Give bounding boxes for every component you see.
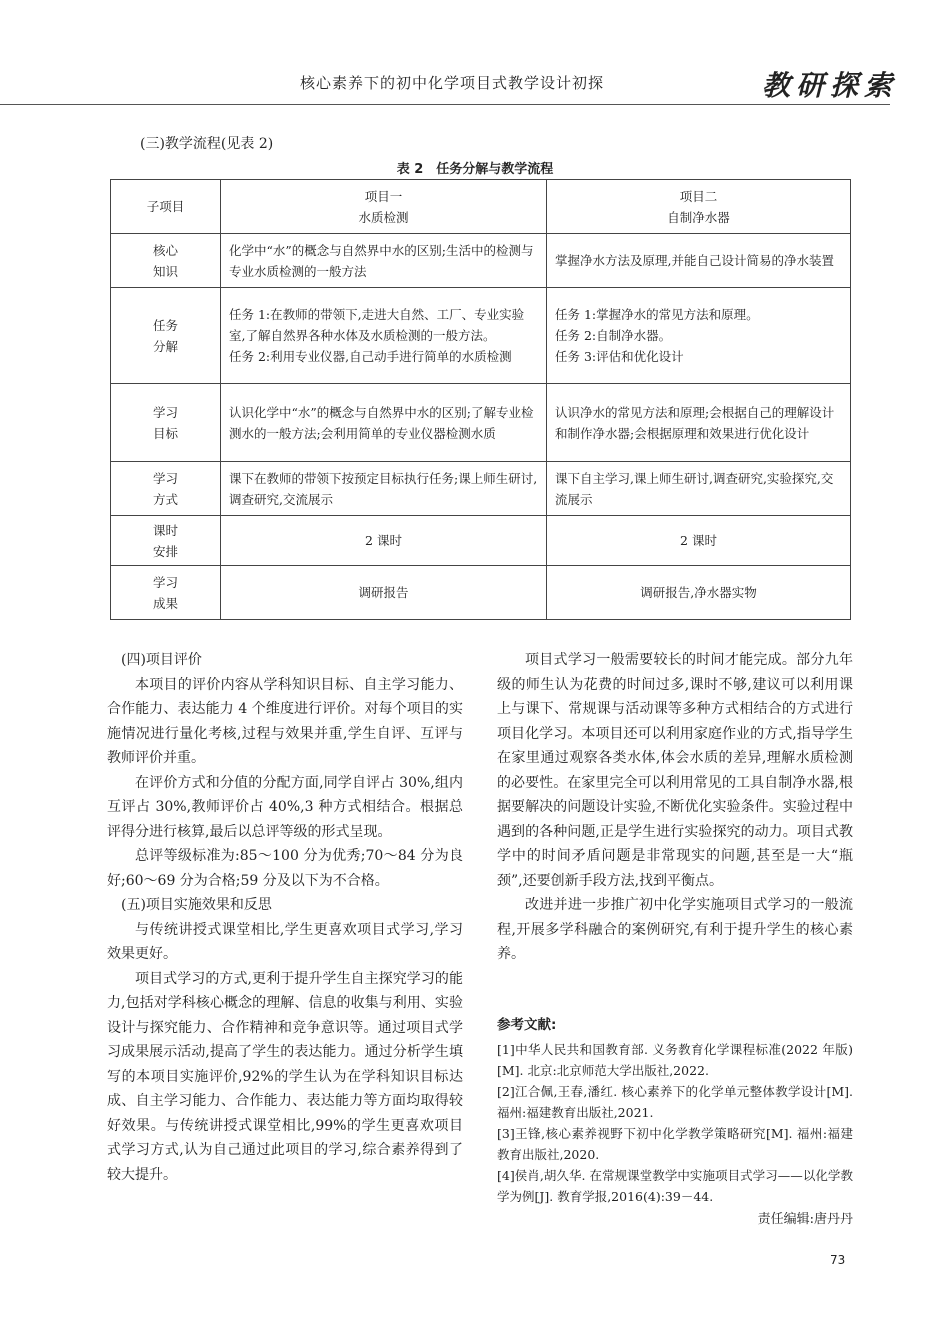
row-label-line: 分解	[152, 338, 178, 354]
paragraph: 与传统讲授式课堂相比,学生更喜欢项目式学习,学习效果更好。	[107, 921, 463, 962]
row-label	[111, 516, 221, 566]
right-text-column	[497, 648, 853, 967]
paragraph: 改进并进一步推广初中化学实施项目式学习的一般流程,开展多学科融合的案例研究,有利于提升学生的核心素养。	[497, 897, 853, 962]
row-cell-project1	[221, 384, 547, 462]
row-label-line: 课时	[152, 522, 178, 538]
reference-item: [2]江合佩,王春,潘红. 核心素养下的化学单元整体教学设计[M]. 福州:福建教育出版社,2021.	[497, 1084, 853, 1120]
paragraph: 项目式学习一般需要较长的时间才能完成。部分九年级的师生认为花费的时间过多,课时不够,建议可以利用课上与课下、常规课与活动课等多种方式相结合的方式进行项目化学习。本项目还可以利用家庭作业的方式,指导学生在家里通过观察各类水体,体会水质的差异,理解水质检测的必要性。在家里完全可以利用常见的工具自制净水器,根据要解决的问题设计实验,不断优化实验条件。实验过程中遇到的各种问题,正是学生进行实验探究的动力。项目式教学中的时间矛盾问题是非常现实的问题,甚至是一大“瓶颈”,还要创新手段方法,找到平衡点。	[497, 652, 853, 889]
paragraph: 本项目的评价内容从学科知识目标、自主学习能力、合作能力、表达能力 4 个维度进行评价。对每个项目的实施情况进行量化考核,过程与效果并重,学生自评、互评与教师评价并重。	[107, 676, 463, 766]
row-cell-project2	[547, 288, 851, 384]
cell-text: 2 课时	[365, 533, 402, 548]
reference-item: [4]侯肖,胡久华. 在常规课堂教学中实施项目式学习——以化学教学为例[J]. 教育学报,2016(4):39－44.	[497, 1168, 853, 1204]
cell-text: 调研报告	[358, 585, 409, 600]
cell-text: 调研报告,净水器实物	[640, 585, 757, 600]
left-text-column	[107, 648, 463, 1187]
row-label-line: 学习	[152, 574, 178, 590]
task-table	[110, 179, 851, 620]
cell-text: 任务 2:自制净水器。	[555, 328, 672, 343]
table-header-label: 子项目	[111, 180, 221, 234]
cell-text: 掌握净水方法及原理,并能自己设计简易的净水装置	[555, 253, 834, 268]
row-cell-project1	[221, 234, 547, 288]
row-cell-project2	[547, 234, 851, 288]
running-header-title: 核心素养下的初中化学项目式教学设计初探	[300, 74, 605, 92]
paragraph: 总评等级标准为:85～100 分为优秀;70～84 分为良好;60～69 分为合格;59 分及以下为不合格。	[107, 848, 463, 889]
row-label-line: 学习	[152, 404, 178, 420]
row-label-line: 目标	[152, 425, 178, 441]
paragraph: 在评价方式和分值的分配方面,同学自评占 30%,组内互评占 30%,教师评价占 40%,3 种方式相结合。根据总评得分进行核算,最后以总评等级的形式呈现。	[107, 774, 463, 840]
project1-number: 项目一	[364, 188, 403, 204]
reference-item: [1]中华人民共和国教育部. 义务教育化学课程标准(2022 年版)[M]. 北京:北京师范大学出版社,2022.	[497, 1042, 853, 1078]
cell-text: 任务 1:掌握净水的常见方法和原理。	[555, 307, 759, 322]
cell-text: 任务 1:在教师的带领下,走进大自然、工厂、专业实验室,了解自然界各种水体及水质检测的一般方法。	[229, 307, 525, 343]
cell-text: 化学中“水”的概念与自然界中水的区别;生活中的检测与专业水质检测的一般方法	[229, 242, 534, 279]
row-label	[111, 288, 221, 384]
cell-text: 课下在教师的带领下按预定目标执行任务;课上师生研讨,调查研究,交流展示	[229, 470, 538, 507]
row-label	[111, 234, 221, 288]
table-row	[111, 384, 851, 462]
table-header-row	[111, 180, 851, 234]
row-label-line: 任务	[152, 317, 178, 333]
references-title: 参考文献:	[497, 1017, 557, 1033]
cell-text: 认识化学中“水”的概念与自然界中水的区别;了解专业检测水的一般方法;会利用简单的专业仪器检测水质	[229, 404, 534, 441]
cell-text: 认识净水的常见方法和原理;会根据自己的理解设计和制作净水器;会根据原理和效果进行优化设计	[555, 404, 835, 441]
row-label-line: 成果	[152, 595, 178, 611]
row-label-line: 学习	[152, 470, 178, 486]
table-row	[111, 234, 851, 288]
references-section	[497, 1015, 853, 1230]
section-heading-reflection: (五)项目实施效果和反思	[121, 897, 272, 913]
table-row	[111, 462, 851, 516]
cell-text: 任务 3:评估和优化设计	[555, 349, 684, 364]
table-caption: 表 2 任务分解与教学流程	[396, 162, 554, 177]
project1-title: 水质检测	[358, 209, 409, 225]
cell-text: 课下自主学习,课上师生研讨,调查研究,实验探究,交流展示	[555, 470, 834, 507]
reference-item: [3]王锋,核心素养视野下初中化学教学策略研究[M]. 福州:福建教育出版社,2020.	[497, 1126, 853, 1162]
row-cell-project1	[221, 288, 547, 384]
row-label	[111, 566, 221, 620]
section-heading-teaching-flow: (三)教学流程(见表 2)	[140, 136, 274, 152]
table-row	[111, 516, 851, 566]
responsible-editor: 责任编辑:唐丹丹	[757, 1212, 853, 1227]
row-cell-project2	[547, 516, 851, 566]
table-header-project1	[221, 180, 547, 234]
cell-text: 2 课时	[680, 533, 717, 548]
header-rule	[0, 104, 890, 105]
row-label	[111, 462, 221, 516]
paragraph: 项目式学习的方式,更利于提升学生自主探究学习的能力,包括对学科核心概念的理解、信息的收集与利用、实验设计与探究能力、合作精神和竞争意识等。通过项目式学习成果展示活动,提高了学生的表达能力。通过分析学生填写的本项目实施评价,92%的学生认为在学科知识目标达成、自主学习能力、合作能力、表达能力等方面均取得较好效果。与传统讲授式课堂相比,99%的学生更喜欢项目式学习方式,认为自己通过此项目的学习,综合素养得到了较大提升。	[107, 970, 463, 1183]
row-cell-project1	[221, 516, 547, 566]
row-cell-project2	[547, 566, 851, 620]
row-cell-project1	[221, 566, 547, 620]
page-number: 73	[830, 1253, 846, 1267]
project2-number: 项目二	[679, 188, 718, 204]
table-row	[111, 288, 851, 384]
row-label-line: 知识	[152, 263, 178, 279]
section-heading-evaluation: (四)项目评价	[121, 652, 202, 668]
row-label-line: 核心	[152, 242, 178, 258]
row-label	[111, 384, 221, 462]
row-label-line: 方式	[152, 491, 178, 507]
table-header-project2	[547, 180, 851, 234]
row-cell-project2	[547, 462, 851, 516]
project2-title: 自制净水器	[667, 209, 730, 225]
row-label-line: 安排	[152, 543, 178, 559]
column-brand-logo: 教研探索	[762, 69, 899, 102]
table-row	[111, 566, 851, 620]
row-cell-project2	[547, 384, 851, 462]
cell-text: 任务 2:利用专业仪器,自己动手进行简单的水质检测	[229, 349, 512, 364]
row-cell-project1	[221, 462, 547, 516]
